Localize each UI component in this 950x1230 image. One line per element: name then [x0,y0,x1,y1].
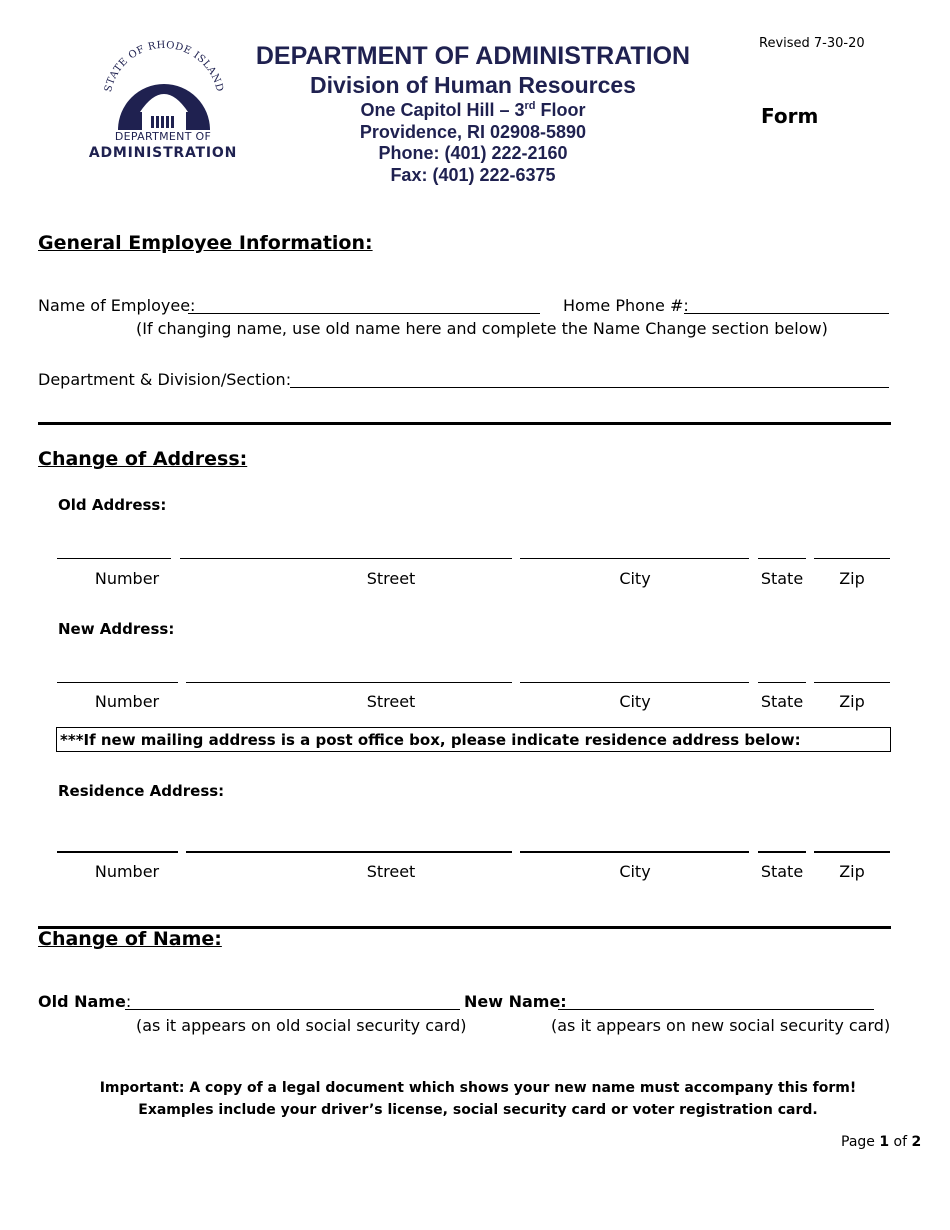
new-zip-field[interactable] [814,682,890,683]
residence-street-caption: Street [366,862,416,881]
street-address: One Capitol Hill – 3rd Floor [360,100,586,120]
residence-number-caption: Number [94,862,160,881]
po-box-notice-text: ***If new mailing address is a post office box, please indicate residence address below: [60,731,801,749]
residence-state-caption: State [760,862,804,881]
residence-street-field[interactable] [186,851,512,853]
residence-number-field[interactable] [57,851,178,853]
form-label: Form [761,104,819,128]
city-address: Providence, RI 02908-5890 [359,122,587,142]
residence-city-caption: City [619,862,651,881]
change-name-heading: Change of Name: [38,928,222,950]
new-city-field[interactable] [520,682,749,683]
name-change-note: (If changing name, use old name here and complete the Name Change section below) [136,319,828,338]
residence-address-label: Residence Address: [58,782,225,800]
new-street-caption: Street [366,692,416,711]
department-label: Department & Division/Section: [38,370,292,389]
logo-arc-text: STATE OF RHODE ISLAND [102,40,226,94]
page-number: Page 1 of 2 [841,1134,922,1150]
department-field[interactable] [290,387,889,388]
new-number-caption: Number [94,692,160,711]
old-city-caption: City [619,569,651,588]
new-number-field[interactable] [57,682,178,683]
po-box-notice [56,727,891,752]
home-phone-field[interactable] [684,313,889,314]
section-divider [38,422,891,425]
old-street-field[interactable] [180,558,512,559]
new-address-label: New Address: [58,620,175,638]
old-number-field[interactable] [57,558,171,559]
important-notice-1: Important: A copy of a legal document which shows your new name must accompany this form! [99,1080,857,1096]
new-name-note: (as it appears on new social security card) [551,1016,891,1035]
old-zip-field[interactable] [814,558,890,559]
old-name-field[interactable] [125,1009,460,1010]
employee-name-label: Name of Employee: [38,296,196,315]
general-info-heading: General Employee Information: [38,232,373,254]
residence-city-field[interactable] [520,851,749,853]
new-state-caption: State [760,692,804,711]
new-street-field[interactable] [186,682,512,683]
fax-number: Fax: (401) 222-6375 [390,165,556,185]
residence-zip-caption: Zip [839,862,865,881]
old-state-caption: State [760,569,804,588]
new-name-label: New Name: [464,992,567,1011]
change-address-heading: Change of Address: [38,448,248,470]
old-name-note: (as it appears on old social security card) [136,1016,467,1035]
new-name-field[interactable] [558,1009,874,1010]
new-zip-caption: Zip [839,692,865,711]
residence-state-field[interactable] [758,851,806,853]
logo-line-2: ADMINISTRATION [88,145,238,161]
old-state-field[interactable] [758,558,806,559]
new-city-caption: City [619,692,651,711]
old-number-caption: Number [94,569,160,588]
residence-zip-field[interactable] [814,851,890,853]
logo-line-1: DEPARTMENT OF [114,130,212,143]
new-state-field[interactable] [758,682,806,683]
revised-date: Revised 7-30-20 [759,36,865,51]
old-zip-caption: Zip [839,569,865,588]
employee-name-field[interactable] [188,313,540,314]
department-title: DEPARTMENT OF ADMINISTRATION [255,42,691,70]
important-notice-2: Examples include your driver’s license, social security card or voter registration card. [138,1102,818,1118]
home-phone-label: Home Phone #: [563,296,689,315]
division-title: Division of Human Resources [310,72,636,98]
old-address-label: Old Address: [58,496,167,514]
old-street-caption: Street [366,569,416,588]
phone-number: Phone: (401) 222-2160 [378,143,568,163]
old-city-field[interactable] [520,558,749,559]
old-name-label: Old Name: [38,992,132,1011]
